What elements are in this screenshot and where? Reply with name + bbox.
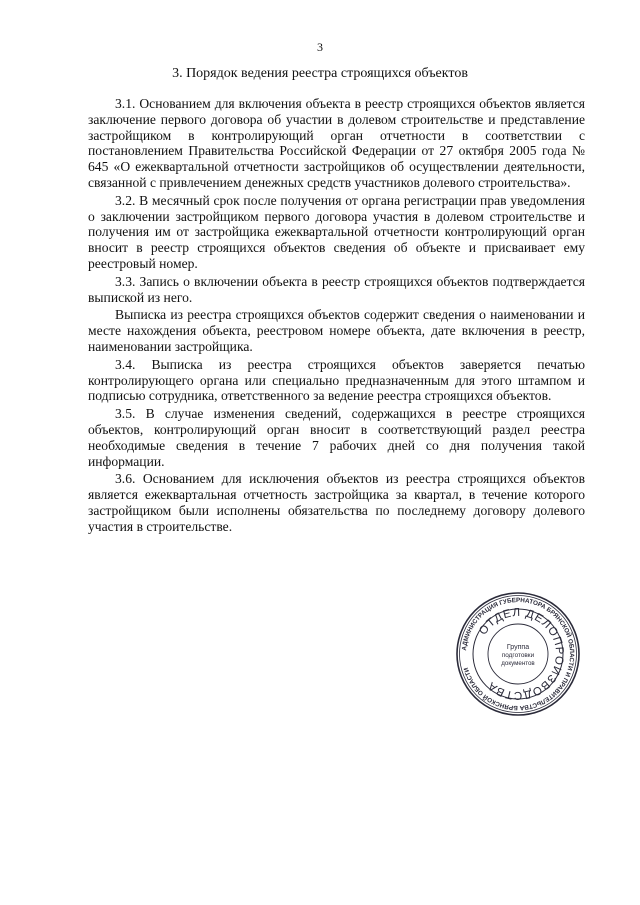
page-number: 3 [317,40,323,54]
stamp-center-line: документов [501,660,535,667]
section-title: 3. Порядок ведения реестра строящихся объектов [172,66,468,81]
paragraph-3-2: 3.2. В месячный срок после получения от органа регистрации прав уведомления о заключении застройщиком первого договора участия в долевом строительстве и получения им от застройщика ежеквартальной отчетности контролирующий орган вносит в реестр строящихся объектов сведения об объекте и присваивает ему реестровый номер. [88,192,585,271]
paragraph-3-1: 3.1. Основанием для включения объекта в реестр строящихся объектов является заключение первого договора об участии в долевом строительстве и представление застройщиком в контролирующий орган отчетности в соответствии с постановлением Правительства Российской Федерации от 27 октября 2005 года № 645 «О ежеквартальной отчетности застройщиков об осуществлении деятельности, связанной с привлечением денежных средств участников долевого строительства». [88,96,585,190]
office-stamp [454,590,582,718]
paragraph-3-5: 3.5. В случае изменения сведений, содержащихся в реестре строящихся объектов, контролирующий орган вносит в соответствующий раздел реестра необходимые сведения в течение 7 рабочих дней со дня получения такой информации. [88,406,585,469]
stamp-center-line: подготовки [501,652,535,659]
stamp-inner-text: ОТДЕЛ ДЕЛОПРОИЗВОДСТВА [477,606,566,702]
stamp-seal-icon [454,590,582,718]
stamp-center-line: Группа [506,644,530,651]
paragraph-3-4: 3.4. Выписка из реестра строящихся объектов заверяется печатью контролирующего органа или специально предназначенным для этого штампом и подписью сотрудника, ответственного за ведение реестра строящихся объектов. [88,356,585,404]
paragraph-3-6: 3.6. Основанием для исключения объектов из реестра строящихся объектов является ежеквартальная отчетность застройщика за квартал, в течение которого застройщиком были исполнены обязательства по последнему договору долевого участия в строительстве. [88,471,585,534]
paragraph-3-3: 3.3. Запись о включении объекта в реестр строящихся объектов подтверждается выпиской из него. [88,273,585,305]
document-body [88,96,585,535]
paragraph-extract-contents: Выписка из реестра строящихся объектов содержит сведения о наименовании и месте нахождения объекта, реестровом номере объекта, дате включения в реестр, наименовании застройщика. [88,307,585,354]
stamp-outer-text: АДМИНИСТРАЦИЯ ГУБЕРНАТОРА БРЯНСКОЙ ОБЛАСТИ И ПРАВИТЕЛЬСТВА БРЯНСКОЙ ОБЛАСТИ [461,596,576,712]
